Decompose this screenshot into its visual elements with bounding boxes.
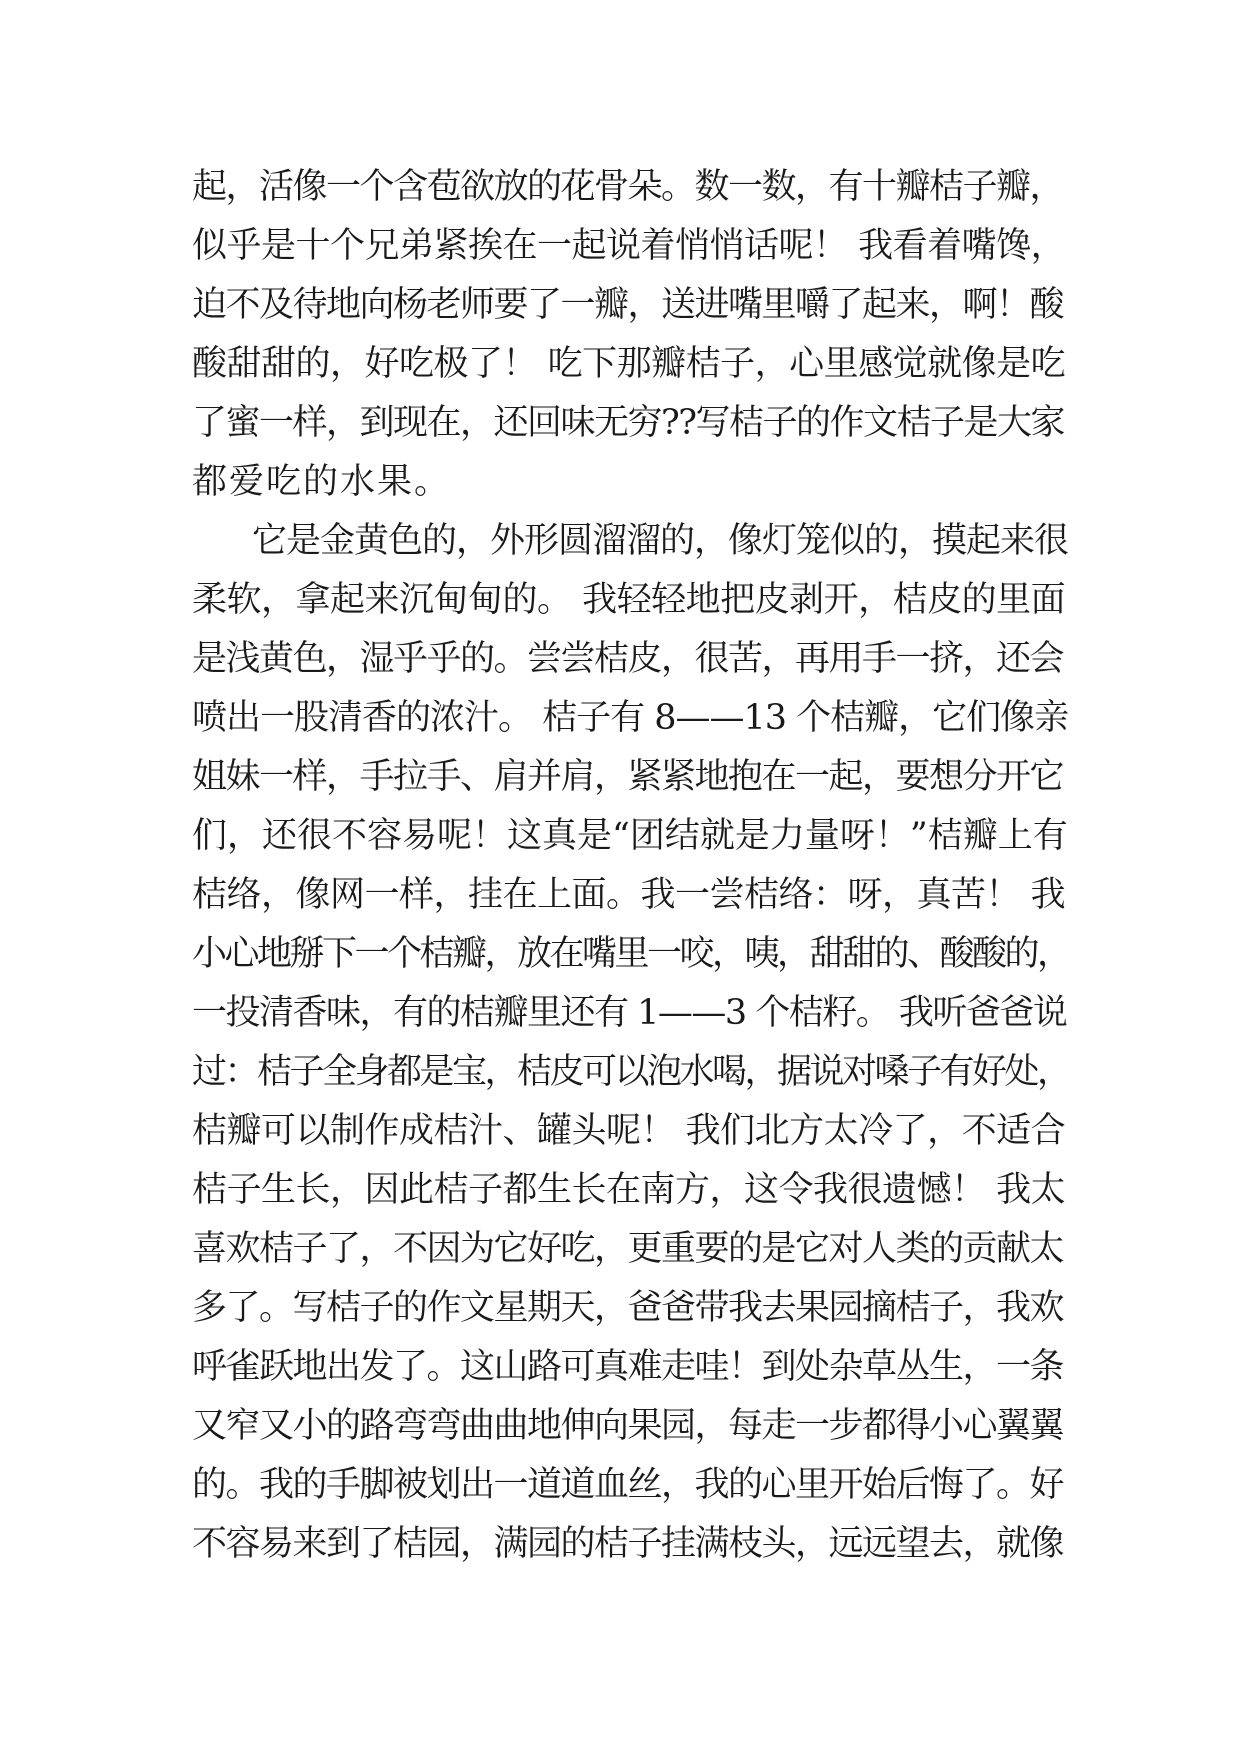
text-line: 姐妹一样，手拉手、肩并肩，紧紧地抱在一起，要想分开它	[192, 757, 1064, 797]
text-line: 呼雀跃地出发了。这山路可真难走哇！到处杂草丛生，一条	[192, 1347, 1064, 1387]
text-line: 们，还很不容易呢！这真是“团结就是力量呀！”桔瓣上有	[192, 816, 1068, 856]
text-line: 喷出一股清香的浓汁。 桔子有 8——13 个桔瓣，它们像亲	[192, 698, 1069, 738]
text-line: 不容易来到了桔园，满园的桔子挂满枝头，远远望去，就像	[192, 1524, 1064, 1564]
text-line: 桔子生长，因此桔子都生长在南方，这令我很遗憾！ 我太	[192, 1170, 1066, 1210]
paragraph-first-line: 它是金黄色的，外形圆溜溜的，像灯笼似的，摸起来很	[252, 521, 1069, 561]
text-line: 起，活像一个含苞欲放的花骨朵。数一数，有十瓣桔子瓣，	[192, 167, 1064, 207]
text-line: 柔软，拿起来沉甸甸的。 我轻轻地把皮剥开，桔皮的里面	[192, 580, 1066, 620]
text-line: 小心地掰下一个桔瓣，放在嘴里一咬，咦，甜甜的、酸酸的，	[192, 934, 1070, 974]
text-line: 酸甜甜的，好吃极了！ 吃下那瓣桔子，心里感觉就像是吃	[192, 344, 1066, 384]
text-line: 的。我的手脚被划出一道道血丝，我的心里开始后悔了。好	[192, 1465, 1064, 1505]
text-line: 似乎是十个兄弟紧挨在一起说着悄悄话呢！ 我看着嘴馋，	[192, 226, 1066, 266]
text-line: 桔络，像网一样，挂在上面。我一尝桔络：呀，真苦！ 我	[192, 875, 1066, 915]
text-line: 桔瓣可以制作成桔汁、罐头呢！ 我们北方太冷了，不适合	[192, 1111, 1066, 1151]
text-line: 过：桔子全身都是宝，桔皮可以泡水喝，据说对嗓子有好处，	[192, 1052, 1070, 1092]
text-line: 都爱吃的水果。	[192, 462, 452, 502]
text-line: 了蜜一样，到现在，还回味无穷??写桔子的作文桔子是大家	[192, 403, 1065, 443]
text-line: 迫不及待地向杨老师要了一瓣，送进嘴里嚼了起来，啊！酸	[192, 285, 1064, 325]
essay-body	[192, 158, 1072, 1574]
text-line: 又窄又小的路弯弯曲曲地伸向果园，每走一步都得小心翼翼	[192, 1406, 1064, 1446]
text-line: 喜欢桔子了，不因为它好吃，更重要的是它对人类的贡献太	[192, 1229, 1064, 1269]
text-line: 多了。写桔子的作文星期天，爸爸带我去果园摘桔子，我欢	[192, 1288, 1064, 1328]
text-line: 一投清香味，有的桔瓣里还有 1——3 个桔籽。 我听爸爸说	[192, 993, 1067, 1033]
text-line: 是浅黄色，湿乎乎的。尝尝桔皮，很苦，再用手一挤，还会	[192, 639, 1064, 679]
